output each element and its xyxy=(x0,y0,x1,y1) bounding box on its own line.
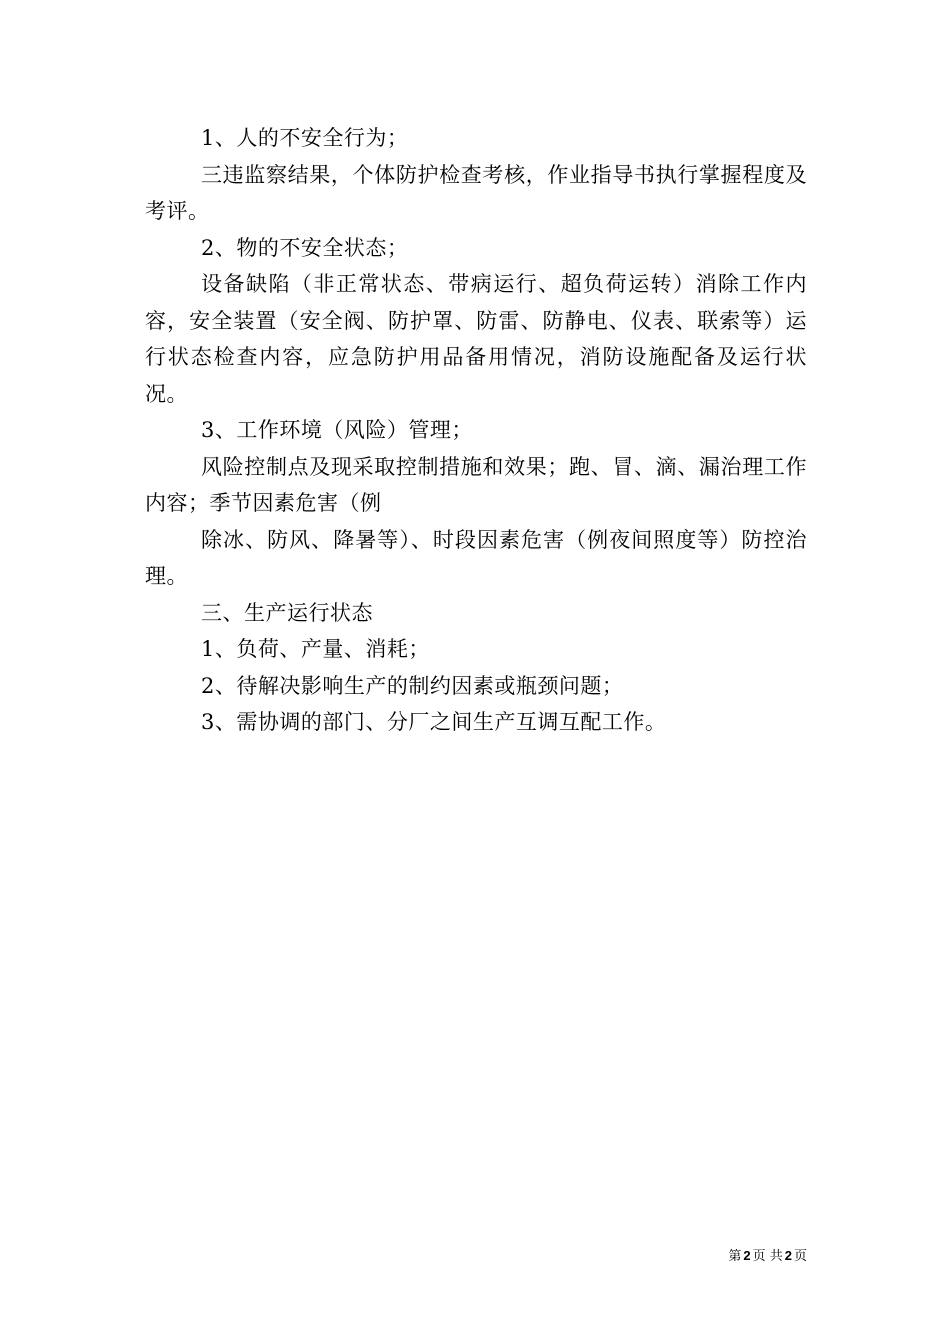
paragraph-item-4: 设备缺陷（非正常状态、带病运行、超负荷运转）消除工作内容，安全装置（安全阀、防护罩、防雷、防静电、仪表、联索等）运行状态检查内容，应急防护用品备用情况，消防设施配备及运行状况。 xyxy=(145,272,807,406)
footer-current-page: 2 xyxy=(743,1248,751,1263)
paragraph-item-6: 风险控制点及现采取控制措施和效果；跑、冒、滴、漏治理工作内容；季节因素危害（例 xyxy=(145,454,807,515)
footer-suffix: 页 xyxy=(793,1249,807,1264)
paragraph-item-10: 2、待解决影响生产的制约因素或瓶颈问题； xyxy=(201,673,624,698)
paragraph-item-5: 3、工作环境（风险）管理； xyxy=(201,418,473,442)
footer-prefix: 第 xyxy=(728,1249,742,1264)
section-heading: 三、生产运行状态 xyxy=(201,600,373,625)
paragraph-item-2: 三违监察结果，个体防护检查考核，作业指导书执行掌握程度及考评。 xyxy=(145,162,807,223)
document-body xyxy=(145,120,807,741)
paragraph-item-3: 2、物的不安全状态； xyxy=(201,235,409,260)
page-footer xyxy=(728,1248,807,1265)
footer-middle: 页 共 xyxy=(752,1249,783,1264)
footer-total-pages: 2 xyxy=(784,1248,792,1263)
paragraph-item-7: 除冰、防风、降暑等）、时段因素危害（例夜间照度等）防控治理。 xyxy=(145,527,807,588)
paragraph-item-1: 1、人的不安全行为； xyxy=(201,126,409,150)
paragraph-item-9: 1、负荷、产量、消耗； xyxy=(201,637,430,661)
paragraph-item-11: 3、需协调的部门、分厂之间生产互调互配工作。 xyxy=(201,710,667,734)
